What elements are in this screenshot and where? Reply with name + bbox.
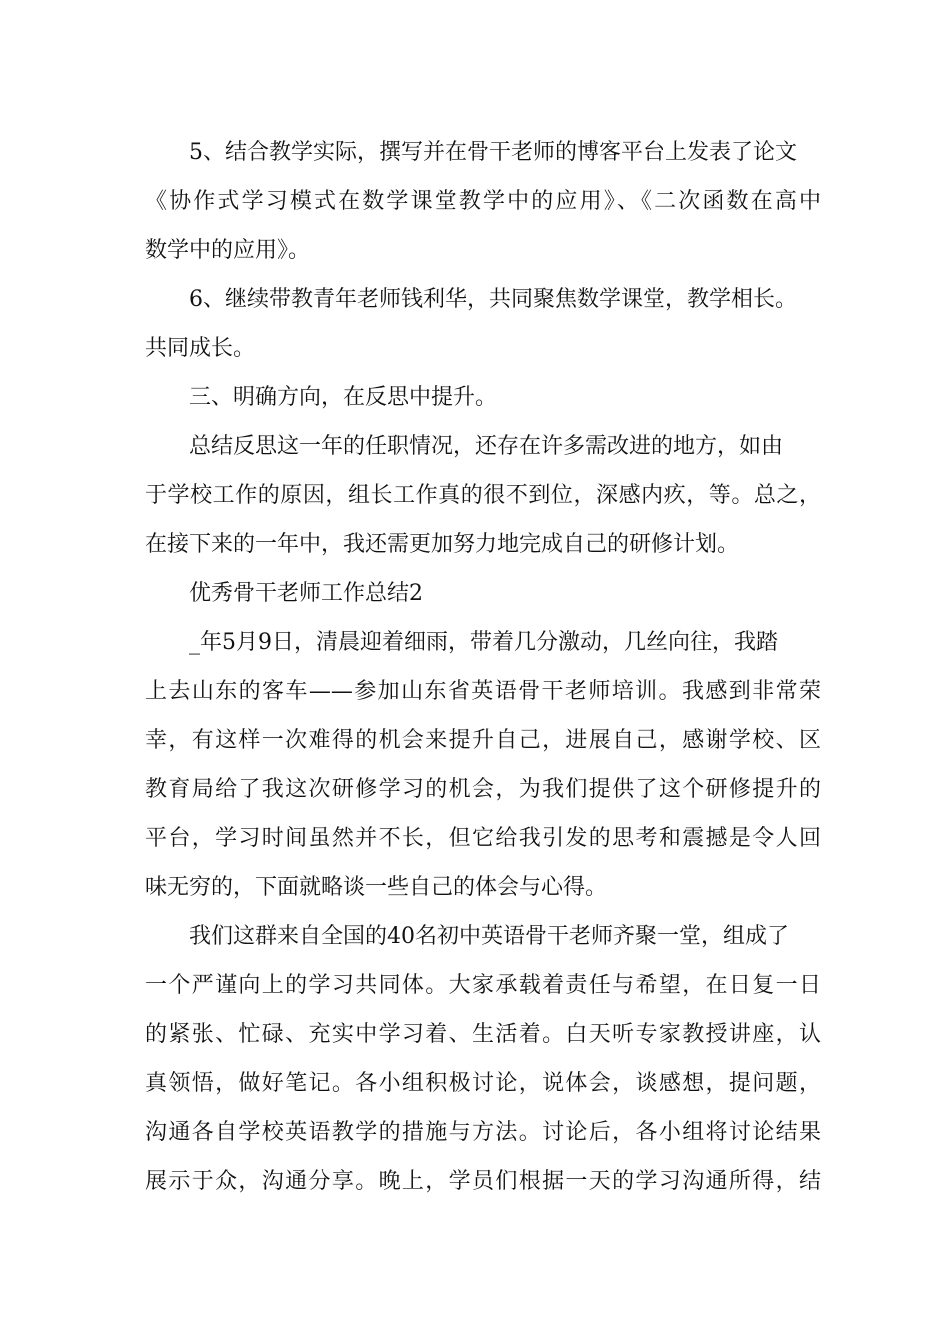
paragraph-line: 幸，有这样一次难得的机会来提升自己，进展自己，感谢学校、区 (145, 728, 821, 753)
paragraph-line: 一个严谨向上的学习共同体。大家承载着责任与希望，在日复一日 (145, 973, 821, 998)
paragraph-line: 味无穷的，下面就略谈一些自己的体会与心得。 (145, 875, 608, 900)
paragraph-line: 6、继续带教青年老师钱利华，共同聚焦数学课堂，教学相长。 (189, 287, 797, 312)
section-heading: 三、明确方向，在反思中提升。 (189, 385, 498, 410)
paragraph-line: 5、结合教学实际，撰写并在骨干老师的博客平台上发表了论文 (189, 140, 797, 165)
paragraph-line: 的紧张、忙碌、充实中学习着、生活着。白天听专家教授讲座，认 (145, 1022, 821, 1047)
paragraph-line: 共同成长。 (145, 336, 256, 361)
document-body (145, 128, 825, 1206)
paragraph-line: 数学中的应用》。 (145, 238, 311, 263)
paragraph-line: _年5月9日，清晨迎着细雨，带着几分激动，几丝向往，我踏 (189, 630, 778, 655)
paragraph-line: 于学校工作的原因，组长工作真的很不到位，深感内疚，等。总之， (145, 483, 821, 508)
paragraph-line: 《协作式学习模式在数学课堂教学中的应用》、《二次函数在高中 (145, 189, 821, 214)
paragraph-line: 平台，学习时间虽然并不长，但它给我引发的思考和震撼是令人回 (145, 826, 821, 851)
paragraph-line: 真领悟，做好笔记。各小组积极讨论，说体会，谈感想，提问题， (145, 1071, 821, 1096)
paragraph-line: 上去山东的客车——参加山东省英语骨干老师培训。我感到非常荣 (145, 679, 821, 704)
paragraph-line: 我们这群来自全国的40名初中英语骨干老师齐聚一堂，组成了 (189, 924, 789, 949)
document-title: 优秀骨干老师工作总结2 (189, 581, 423, 606)
paragraph-line: 教育局给了我这次研修学习的机会，为我们提供了这个研修提升的 (145, 777, 821, 802)
paragraph-line: 展示于众，沟通分享。晚上，学员们根据一天的学习沟通所得，结 (145, 1169, 821, 1194)
paragraph-line: 在接下来的一年中，我还需更加努力地完成自己的研修计划。 (145, 532, 740, 557)
paragraph-line: 总结反思这一年的任职情况，还存在许多需改进的地方，如由 (189, 434, 784, 459)
paragraph-line: 沟通各自学校英语教学的措施与方法。讨论后，各小组将讨论结果 (145, 1120, 821, 1145)
